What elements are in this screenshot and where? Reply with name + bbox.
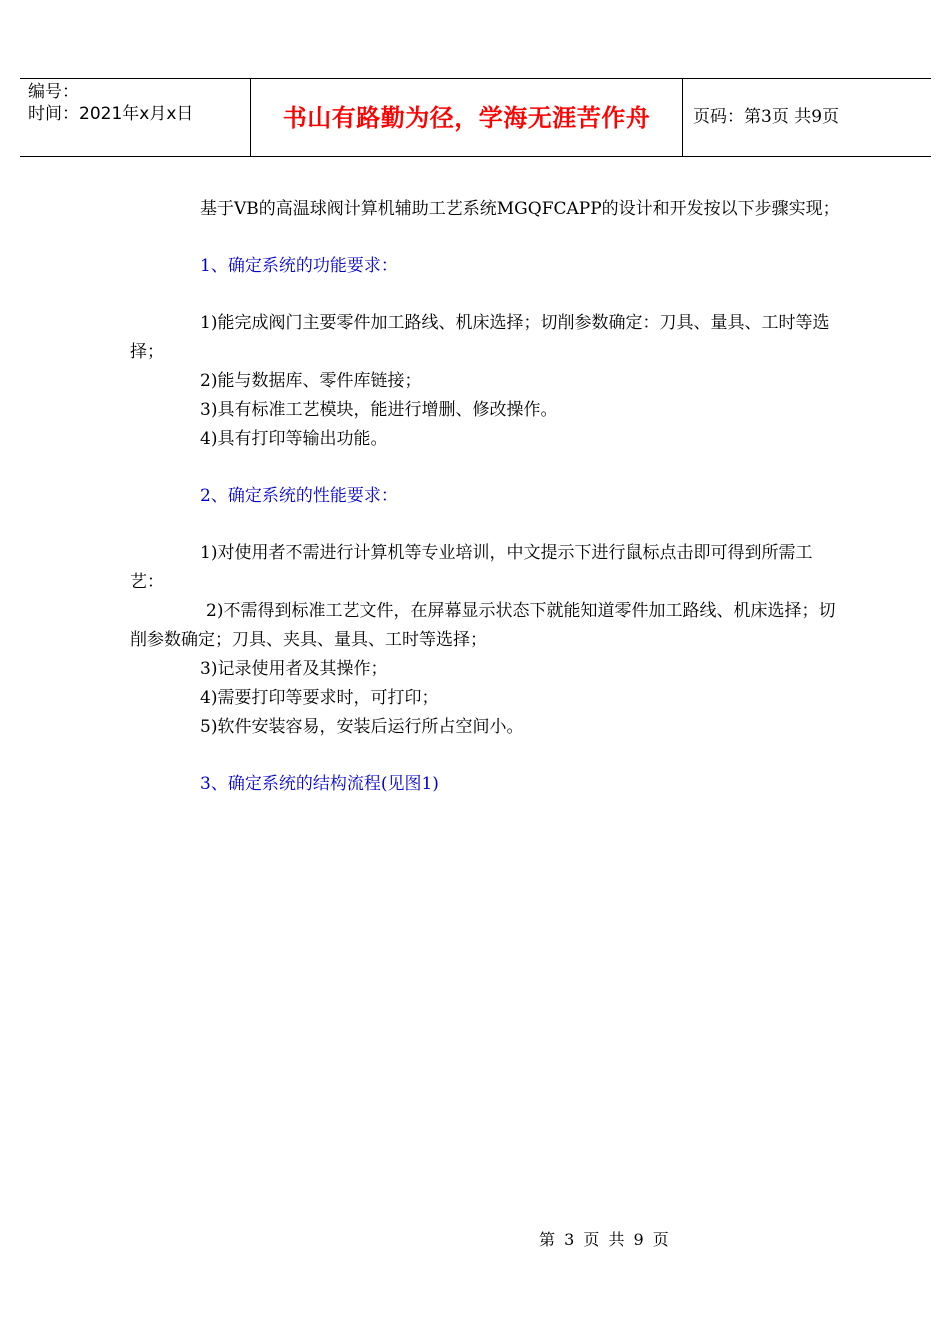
document-header: [20, 78, 931, 157]
document-body: [130, 195, 840, 827]
section-2-item-1: 1)对使用者不需进行计算机等专业培训，中文提示下进行鼠标点击即可得到所需工艺：: [130, 543, 813, 592]
document-number-label: 编号：: [28, 82, 79, 102]
section-3-heading: 3、确定系统的结构流程(见图1): [200, 774, 439, 794]
section-1-item-1: 1)能完成阀门主要零件加工路线、机床选择；切削参数确定：刀具、量具、工时等选择；: [130, 313, 830, 362]
header-meta: [20, 79, 251, 156]
section-2-item-2: 2)不需得到标准工艺文件，在屏幕显示状态下就能知道零件加工路线、机床选择；切削参数确定；刀具、夹具、量具、工时等选择；: [130, 601, 836, 650]
section-1-item-2: 2)能与数据库、零件库链接；: [200, 371, 422, 391]
section-1-item-4: 4)具有打印等输出功能。: [200, 429, 388, 449]
document-time-label: 时间：2021年x月x日: [28, 104, 194, 124]
section-2-item-5: 5)软件安装容易，安装后运行所占空间小。: [200, 717, 524, 737]
section-2-item-3: 3)记录使用者及其操作；: [200, 659, 388, 679]
header-motto: 书山有路勤为径，学海无涯苦作舟: [251, 79, 683, 156]
section-2-item-4: 4)需要打印等要求时，可打印；: [200, 688, 439, 708]
section-2-heading: 2、确定系统的性能要求：: [200, 486, 398, 506]
section-1-heading: 1、确定系统的功能要求：: [200, 256, 398, 276]
intro-paragraph: 基于VB的高温球阀计算机辅助工艺系统MGQFCAPP的设计和开发按以下步骤实现；: [200, 199, 840, 219]
header-page-info: 页码：第3页 共9页: [693, 107, 840, 127]
page-footer: 第 3 页 共 9 页: [539, 1230, 669, 1249]
section-1-item-3: 3)具有标准工艺模块，能进行增删、修改操作。: [200, 400, 558, 420]
